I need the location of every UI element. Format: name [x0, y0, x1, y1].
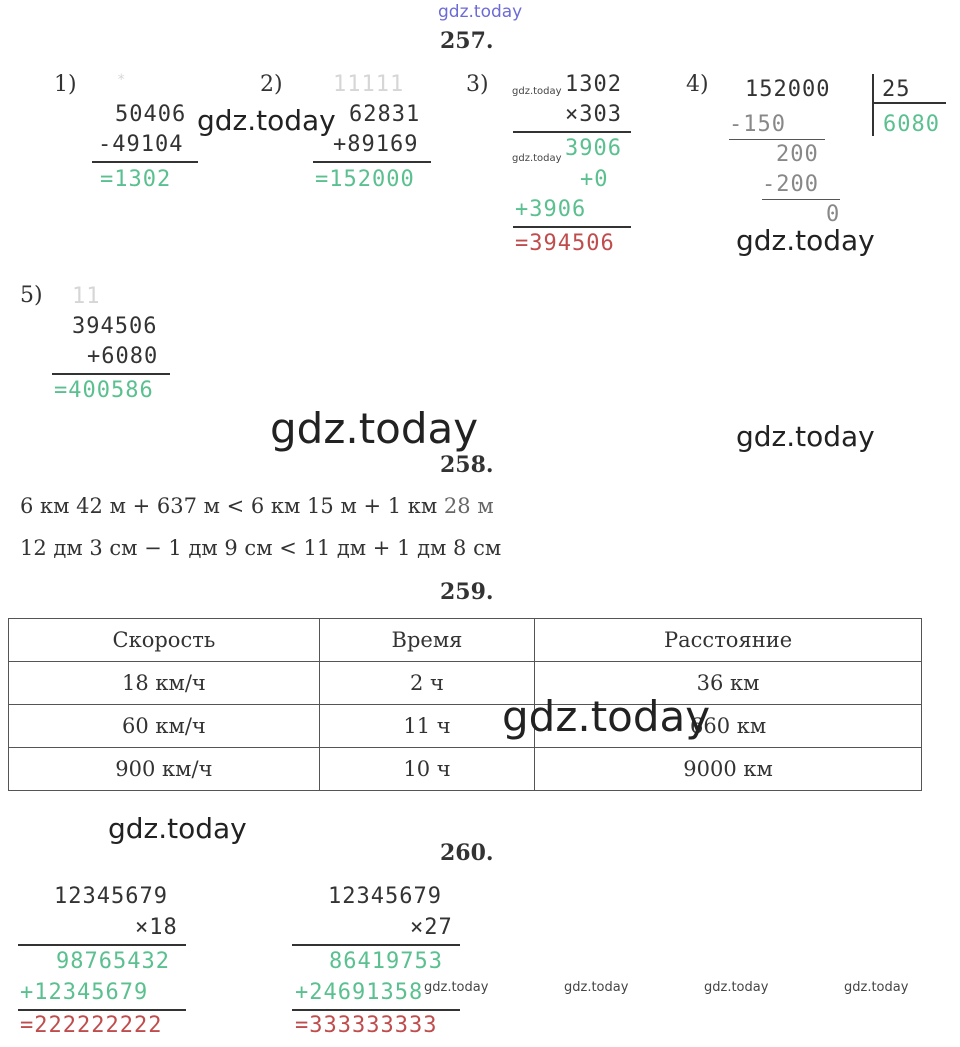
table-cell: 10 ч	[319, 748, 534, 791]
table-cell: 9000 км	[535, 748, 922, 791]
operand-260-1a: 12345679	[54, 884, 168, 909]
watermark-small: gdz.today	[512, 86, 562, 97]
rule-257-3b	[513, 226, 631, 228]
table-row	[9, 662, 922, 705]
result-260-1: =222222222	[20, 1013, 163, 1038]
label-257-1: 1)	[54, 72, 77, 97]
watermark-small: gdz.today	[424, 980, 489, 995]
partial-257-3c: +3906	[515, 197, 587, 222]
partial-257-3b: +0	[580, 167, 609, 192]
exercise-number-257: 257.	[440, 28, 494, 54]
rule-260-1a	[18, 944, 186, 946]
operand-257-3b: ×303	[565, 102, 622, 127]
carry-257-5: 11	[72, 284, 101, 309]
quotient-257-4: 6080	[883, 112, 940, 137]
division-bar-257-4	[872, 74, 874, 136]
watermark: gdz.today	[736, 420, 875, 453]
rule-257-1	[92, 161, 198, 163]
table-cell: 900 км/ч	[9, 748, 320, 791]
watermark: gdz.today	[270, 404, 479, 453]
rule-257-3a	[513, 131, 631, 133]
watermark-small: gdz.today	[564, 980, 629, 995]
dividend-257-4: 152000	[745, 77, 831, 102]
watermark-small: gdz.today	[844, 980, 909, 995]
result-257-2: =152000	[315, 167, 415, 192]
table-row	[9, 748, 922, 791]
result-257-5: =400586	[54, 378, 154, 403]
table-cell: 18 км/ч	[9, 662, 320, 705]
label-257-4: 4)	[686, 72, 709, 97]
watermark-small: gdz.today	[512, 153, 562, 164]
speed-time-distance-table	[8, 618, 922, 791]
operand-257-3a: 1302	[565, 72, 622, 97]
table-header-row	[9, 619, 922, 662]
table-header-cell: Время	[319, 619, 534, 662]
comparison-line-2: 12 дм 3 см − 1 дм 9 см < 11 дм + 1 дм 8 см	[20, 536, 502, 560]
table-cell: 36 км	[535, 662, 922, 705]
operand-257-5b: +6080	[87, 344, 159, 369]
table-cell: 2 ч	[319, 662, 534, 705]
watermark: gdz.today	[197, 104, 336, 137]
partial-260-2a: 86419753	[329, 949, 443, 974]
partial-257-3a: 3906	[565, 136, 622, 161]
rule-260-2b	[292, 1009, 460, 1011]
partial-260-1a: 98765432	[56, 949, 170, 974]
partial-260-2b: +24691358	[295, 980, 424, 1005]
operand-257-2b: +89169	[333, 132, 419, 157]
exercise-number-259: 259.	[440, 579, 494, 605]
table-cell: 660 км	[535, 705, 922, 748]
step-257-4d: 0	[826, 202, 841, 227]
operand-257-1a: 50406	[115, 102, 187, 127]
rule-257-4b	[762, 199, 840, 200]
operand-260-2a: 12345679	[328, 884, 442, 909]
label-257-5: 5)	[20, 283, 43, 308]
result-260-2: =333333333	[295, 1013, 438, 1038]
rule-257-5	[52, 373, 170, 375]
table-row	[9, 705, 922, 748]
rule-260-2a	[292, 944, 460, 946]
exercise-number-260: 260.	[440, 840, 494, 866]
result-257-1: =1302	[100, 167, 172, 192]
operand-260-2b: ×27	[410, 915, 453, 940]
operand-260-1b: ×18	[135, 915, 178, 940]
step-257-4b: 200	[776, 142, 819, 167]
rule-260-1b	[18, 1009, 186, 1011]
step-257-4a: -150	[729, 112, 786, 137]
watermark: gdz.today	[108, 812, 247, 845]
operand-257-2a: 62831	[349, 102, 421, 127]
comparison-line-1-end: 28 м	[443, 494, 494, 518]
operand-257-1b: -49104	[98, 132, 184, 157]
result-257-3: =394506	[515, 231, 615, 256]
watermark-top: gdz.today	[438, 2, 523, 22]
label-257-2: 2)	[260, 72, 283, 97]
rule-257-2	[313, 161, 431, 163]
exercise-number-258: 258.	[440, 452, 494, 478]
partial-260-1b: +12345679	[20, 980, 149, 1005]
rule-257-4a	[729, 139, 825, 140]
table-header-cell: Расстояние	[535, 619, 922, 662]
divisor-257-4: 25	[882, 77, 911, 102]
step-257-4c: -200	[762, 172, 819, 197]
divisor-rule-257-4	[872, 102, 946, 104]
watermark: gdz.today	[736, 224, 875, 257]
table-cell: 11 ч	[319, 705, 534, 748]
table-header-cell: Скорость	[9, 619, 320, 662]
label-257-3: 3)	[466, 72, 489, 97]
carry-257-1: *	[117, 72, 127, 88]
table-cell: 60 км/ч	[9, 705, 320, 748]
watermark-small: gdz.today	[704, 980, 769, 995]
carry-257-2: 11111	[333, 72, 405, 97]
watermark: gdz.today	[502, 692, 711, 741]
comparison-line-1	[20, 494, 494, 518]
operand-257-5a: 394506	[72, 314, 158, 339]
comparison-line-1-main: 6 км 42 м + 637 м < 6 км 15 м + 1 км	[20, 494, 444, 518]
